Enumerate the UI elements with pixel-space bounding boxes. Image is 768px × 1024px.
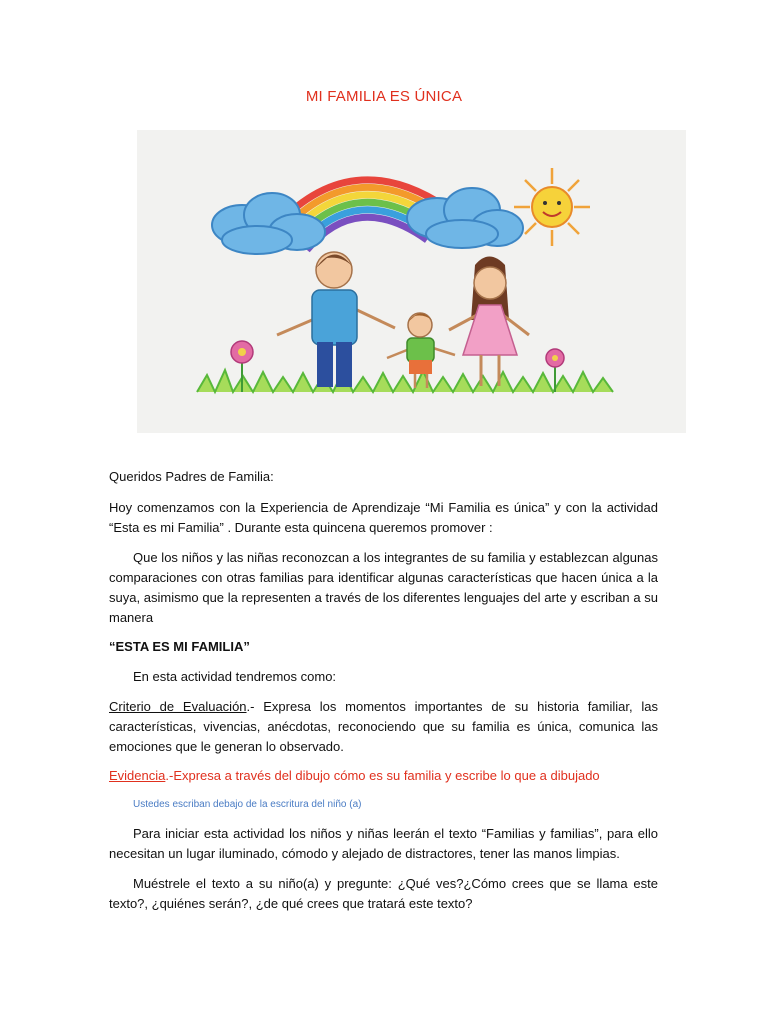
objective-paragraph: Que los niños y las niñas reconozcan a los integrantes de su familia y establezcan algunas comparaciones con otras familias para identificar algunas características que hacen única a la suya, asimismo que la representen a través de los diferentes lenguajes del arte y escriban a su manera: [109, 550, 658, 625]
reading-paragraph: Para iniciar esta actividad los niños y niñas leerán el texto “Familias y familias”, para ello necesitan un lugar iluminado, cómodo y alejado de distractores, tener las manos limpias.: [109, 826, 658, 861]
father-figure-icon: [277, 252, 395, 387]
criterio-paragraph: [109, 697, 658, 757]
criterio-text: .- Expresa los momentos importantes de su historia familiar, las características, vivencias, anécdotas, reconociendo que su familia es única, comunica las emociones que le generan lo observado.: [109, 699, 658, 754]
greeting: Queridos Padres de Familia:: [109, 469, 274, 484]
sun-icon: [514, 168, 590, 246]
parent-note: Ustedes escriban debajo de la escritura del niño (a): [133, 799, 362, 810]
mother-figure-icon: [449, 257, 529, 387]
intro-paragraph: Hoy comenzamos con la Experiencia de Aprendizaje “Mi Familia es única” y con la actividad “Esta es mi Familia” . Durante esta quincena queremos promover :: [109, 500, 658, 535]
criterio-label: Criterio de Evaluación: [109, 699, 247, 714]
flower-icon: [231, 341, 253, 392]
questions-paragraph: Muéstrele el texto a su niño(a) y pregunte: ¿Qué ves?¿Cómo crees que se llama este texto?, ¿quiénes serán?, ¿de qué crees que tratará este texto?: [109, 876, 658, 911]
activity-intro: En esta actividad tendremos como:: [133, 669, 337, 684]
activity-title: “ESTA ES MI FAMILIA”: [109, 639, 250, 654]
grass-icon: [197, 370, 613, 392]
evidencia-label: Evidencia: [109, 768, 166, 783]
evidencia-text: .-Expresa a través del dibujo cómo es su familia y escribe lo que a dibujado: [165, 768, 600, 783]
family-drawing-illustration: [137, 130, 686, 433]
page-title: MI FAMILIA ES ÚNICA: [305, 88, 463, 105]
evidencia-paragraph: [109, 766, 658, 786]
